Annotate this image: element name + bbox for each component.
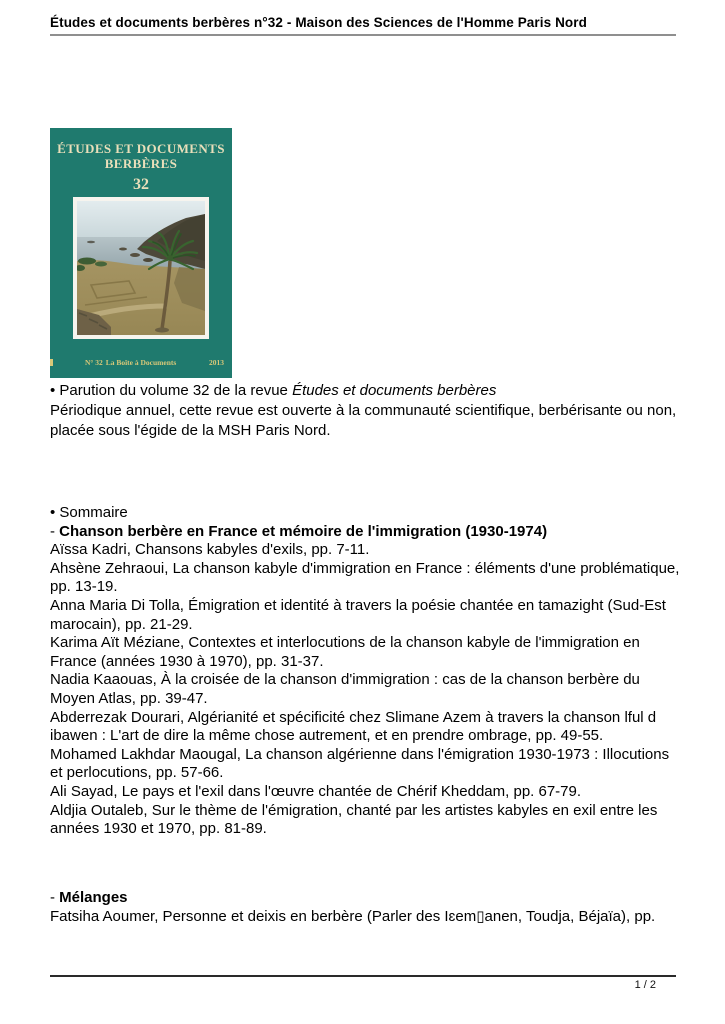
cover-imprint-row: [50, 358, 232, 368]
cover-photo-image: [73, 197, 209, 339]
parution-line: [50, 381, 678, 401]
section-title-melanges: [50, 889, 680, 908]
intro-paragraph: [50, 381, 678, 441]
toc-item: Fatsiha Aoumer, Personne et deixis en berbère (Parler des Iɛem▯anen, Toudja, Béjaïa), pp.: [50, 907, 656, 925]
parution-text: • Parution du volume 32 de la revue: [50, 382, 293, 399]
toc-item: Mohamed Lakhdar Maougal, La chanson algérienne dans l'émigration 1930-1973 : Illocutions et perlocutions, pp. 57-66.: [50, 745, 670, 782]
toc-item: Ali Sayad, Le pays et l'exil dans l'œuvre chantée de Chérif Kheddam, pp. 67-79.: [50, 782, 582, 800]
journal-name-italic: Études et documents berbères: [292, 382, 497, 399]
boat: [87, 241, 95, 244]
page-footer: [50, 975, 676, 992]
page-header: [50, 15, 676, 36]
toc-item: Aïssa Kadri, Chansons kabyles d'exils, pp. 7-11.: [50, 541, 370, 559]
periodique-line: Périodique annuel, cette revue est ouverte à la communauté scientifique, berbérisante ou non, placée sous l'égide de la MSH Paris Nord.: [50, 402, 677, 439]
cover-year: 2013: [209, 358, 224, 367]
toc-item: Anna Maria Di Tolla, Émigration et identité à travers la poésie chantée en tamazight (Sud-Est marocain), pp. 21-29.: [50, 596, 666, 633]
cover-issue-number: 32: [133, 176, 149, 193]
dash: -: [50, 522, 60, 540]
sommaire-heading: • Sommaire: [50, 504, 128, 521]
section-title-text: Chanson berbère en France et mémoire de l'immigration (1930-1974): [59, 522, 548, 540]
dash: -: [50, 889, 60, 906]
toc-item: Aldjia Outaleb, Sur le thème de l'émigration, chanté par les artistes kabyles en exil entre les années 1930 et 1970, pp. 81-89.: [50, 801, 658, 838]
cover-issue-label: N° 32: [85, 358, 103, 367]
toc-item: Abderrezak Dourari, Algérianité et spécificité chez Slimane Azem à travers la chanson lful d ibawen : L'art de dire la même chose autrement, et en prendre ombrage, pp. 49-55.: [50, 708, 657, 745]
cover-title-line1: ÉTUDES ET DOCUMENTS: [57, 141, 225, 156]
journal-cover: [50, 128, 232, 378]
toc-item: Nadia Kaaouas, À la croisée de la chanson d'immigration : cas de la chanson berbère du Moyen Atlas, pp. 39-47.: [50, 671, 640, 707]
bushes: [78, 258, 96, 265]
coastal-landscape-illustration: [77, 201, 205, 335]
page-number-indicator: 1 / 2: [634, 979, 656, 991]
sommaire-section: [50, 504, 680, 839]
melanges-section: [50, 889, 680, 926]
toc-item: Karima Aït Méziane, Contextes et interlocutions de la chanson kabyle de l'immigration en France (années 1930 à 1970), pp. 31-37.: [50, 634, 640, 670]
page-title: Études et documents berbères n°32 - Maison des Sciences de l'Homme Paris Nord: [50, 15, 587, 30]
cover-title: [50, 141, 232, 171]
section-title-text: Mélanges: [59, 889, 128, 906]
cover-publisher: La Boîte à Documents: [105, 358, 177, 367]
cover-title-line2: BERBÈRES: [104, 156, 178, 171]
toc-item: Ahsène Zehraoui, La chanson kabyle d'immigration en France : éléments d'une problématique, pp. 13-19.: [50, 559, 680, 596]
section-title-chanson: [50, 523, 680, 542]
footer-divider: [50, 975, 676, 977]
header-divider: [50, 34, 676, 36]
